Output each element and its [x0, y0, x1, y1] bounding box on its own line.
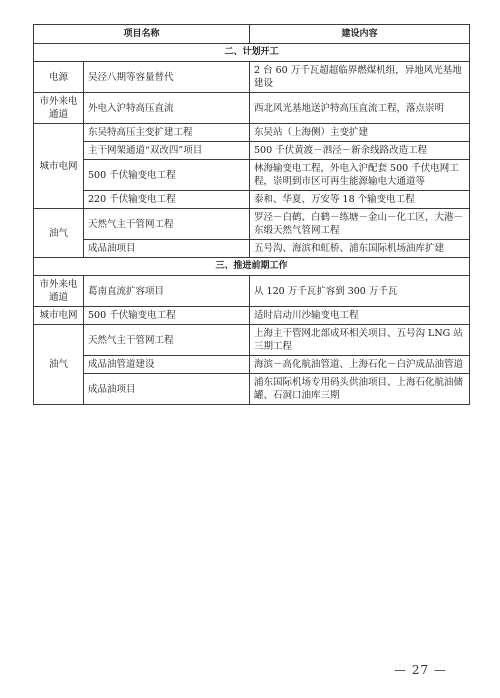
project-name-cell: 吴泾八期等容量替代	[84, 62, 250, 93]
table-row	[34, 209, 470, 240]
project-name-cell: 天然气主干管网工程	[84, 325, 250, 356]
table-row	[34, 62, 470, 93]
content-cell: 东吴站（上海侧）主变扩建	[250, 124, 470, 142]
category-cell: 油气	[34, 325, 84, 405]
content-cell: 上海主干管网北部成环相关项目、五号沟 LNG 站三期工程	[250, 325, 470, 356]
project-name-cell: 成品油项目	[84, 240, 250, 258]
category-cell: 城市电网	[34, 307, 84, 325]
project-name-cell: 500 千伏输变电工程	[84, 307, 250, 325]
category-cell: 市外来电通道	[34, 276, 84, 307]
section-row	[34, 258, 470, 276]
table-header-row	[34, 25, 470, 44]
project-table	[33, 24, 470, 405]
table-row	[34, 240, 470, 258]
category-cell: 电源	[34, 62, 84, 93]
content-cell: 适时启动川沙输变电工程	[250, 307, 470, 325]
content-cell: 海滨－高化航油管道、上海石化－白沪成品油管道	[250, 356, 470, 374]
content-cell: 西北风光基地送沪特高压直流工程，落点崇明	[250, 93, 470, 124]
section-title: 三、推进前期工作	[34, 258, 470, 276]
category-cell: 城市电网	[34, 124, 84, 209]
table-row	[34, 93, 470, 124]
table-row	[34, 142, 470, 160]
project-name-cell: 葛南直流扩容项目	[84, 276, 250, 307]
table-row	[34, 191, 470, 209]
table-row	[34, 356, 470, 374]
section-row	[34, 44, 470, 62]
content-cell: 从 120 万千瓦扩容到 300 万千瓦	[250, 276, 470, 307]
project-name-cell: 成品油管道建设	[84, 356, 250, 374]
content-cell: 浦东国际机场专用码头供油项目、上海石化航油储罐、石洞口油库三期	[250, 374, 470, 405]
category-cell: 市外来电通道	[34, 93, 84, 124]
content-cell: 罗泾－白鹤、白鹤－练塘－金山－化工区，大港－东缎天然气管网工程	[250, 209, 470, 240]
header-construction-content: 建设内容	[250, 25, 470, 44]
content-cell: 林海输变电工程，外电入沪配套 500 千伏电网工程，崇明到市区可再生能源输电大通道等	[250, 160, 470, 191]
content-cell: 2 台 60 万千瓦超超临界燃煤机组，异地风光基地建设	[250, 62, 470, 93]
table-row	[34, 374, 470, 405]
header-project-name: 项目名称	[34, 25, 250, 44]
table-row	[34, 160, 470, 191]
project-name-cell: 主干网架通道“双改四”项目	[84, 142, 250, 160]
category-cell: 油气	[34, 209, 84, 258]
content-cell: 五号沟、海滨和虹桥、浦东国际机场油库扩建	[250, 240, 470, 258]
project-name-cell: 500 千伏输变电工程	[84, 160, 250, 191]
project-name-cell: 220 千伏输变电工程	[84, 191, 250, 209]
project-name-cell: 成品油项目	[84, 374, 250, 405]
project-name-cell: 外电入沪特高压直流	[84, 93, 250, 124]
project-name-cell: 天然气主干管网工程	[84, 209, 250, 240]
content-cell: 泰和、华夏、万安等 18 个输变电工程	[250, 191, 470, 209]
page-number: — 27 —	[394, 663, 447, 677]
table-row	[34, 325, 470, 356]
table-row	[34, 276, 470, 307]
project-name-cell: 东吴特高压主变扩建工程	[84, 124, 250, 142]
table-row	[34, 307, 470, 325]
content-cell: 500 千伏黄渡－泗泾－新余线路改造工程	[250, 142, 470, 160]
section-title: 二、计划开工	[34, 44, 470, 62]
table-row	[34, 124, 470, 142]
